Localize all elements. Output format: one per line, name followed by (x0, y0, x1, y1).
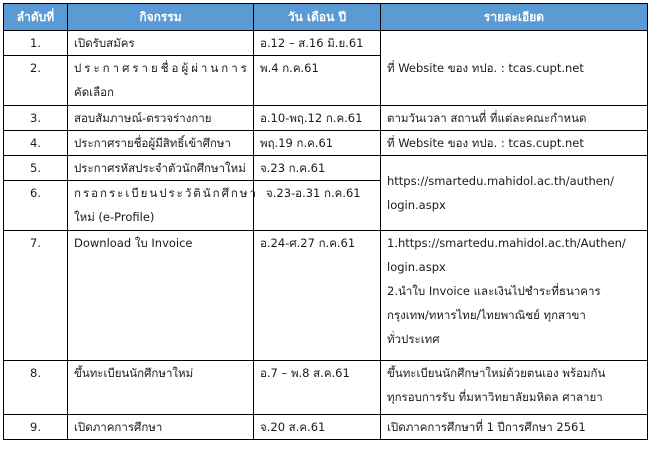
row-date: พฤ.19 ก.ค.61 (254, 131, 381, 156)
table-row (4, 106, 648, 131)
row-number: 5. (4, 156, 68, 181)
row-number: 7. (4, 231, 68, 361)
row-details: ตามวันเวลา สถานที่ ที่แต่ละคณะกำหนด (381, 106, 648, 131)
row-number: 4. (4, 131, 68, 156)
row-number: 1. (4, 31, 68, 56)
row-date: อ.12 – ส.16 มิ.ย.61 (254, 31, 381, 56)
row-details: เปิดภาคการศึกษาที่ 1 ปีการศึกษา 2561 (381, 415, 648, 440)
row-number: 2. (4, 56, 68, 106)
row-date: จ.23 ก.ค.61 (254, 156, 381, 181)
row-activity: สอบสัมภาษณ์-ตรวจร่างกาย (68, 106, 254, 131)
row-number: 3. (4, 106, 68, 131)
header-activity: กิจกรรม (68, 4, 254, 31)
table-row (4, 131, 648, 156)
row-date: อ.24-ศ.27 ก.ค.61 (254, 231, 381, 361)
header-date: วัน เดือน ปี (254, 4, 381, 31)
table-row (4, 415, 648, 440)
row-activity: ประกาศรหัสประจำตัวนักศึกษาใหม่ (68, 156, 254, 181)
row-date: จ.23-อ.31 ก.ค.61 (254, 181, 381, 231)
row-activity: เปิดรับสมัคร (68, 31, 254, 56)
table-row (4, 156, 648, 181)
row-activity: เปิดภาคการศึกษา (68, 415, 254, 440)
row-date: พ.4 ก.ค.61 (254, 56, 381, 106)
header-number: ลำดับที่ (4, 4, 68, 31)
header-details: รายละเอียด (381, 4, 648, 31)
table-row (4, 231, 648, 361)
header-row (4, 4, 648, 31)
row-details: ที่ Website ของ ทปอ. : tcas.cupt.net (381, 131, 648, 156)
row-date: จ.20 ส.ค.61 (254, 415, 381, 440)
schedule-table (3, 3, 648, 440)
row-number: 9. (4, 415, 68, 440)
row-activity: Download ใบ Invoice (68, 231, 254, 361)
row-activity: ขึ้นทะเบียนนักศึกษาใหม่ (68, 361, 254, 415)
row-number: 6. (4, 181, 68, 231)
row-activity: ประกาศรายชื่อผู้มีสิทธิ์เข้าศึกษา (68, 131, 254, 156)
row-details: https://smartedu.mahidol.ac.th/authen/ login.aspx (381, 156, 648, 231)
row-details: 1.https://smartedu.mahidol.ac.th/Authen/ login.aspx 2.นำใบ Invoice และเงินไปชำระที่ธนาคาร กรุงเทพ/ทหารไทย/ไทยพาณิชย์ ทุกสาขา ทั่วประเทศ (381, 231, 648, 361)
row-activity: ประกาศรายชื่อผู้ผ่านการ คัดเลือก (68, 56, 254, 106)
row-date: อ.7 – พ.8 ส.ค.61 (254, 361, 381, 415)
table-row (4, 31, 648, 56)
row-date: อ.10-พฤ.12 ก.ค.61 (254, 106, 381, 131)
row-number: 8. (4, 361, 68, 415)
row-details: ที่ Website ของ ทปอ. : tcas.cupt.net (381, 31, 648, 106)
row-activity: กรอกระเบียนประวัตินักศึกษา ใหม่ (e-Profile) (68, 181, 254, 231)
table-row (4, 361, 648, 415)
row-details: ขึ้นทะเบียนนักศึกษาใหม่ด้วยตนเอง พร้อมกัน ทุกรอบการรับ ที่มหาวิทยาลัยมหิดล ศาลายา (381, 361, 648, 415)
